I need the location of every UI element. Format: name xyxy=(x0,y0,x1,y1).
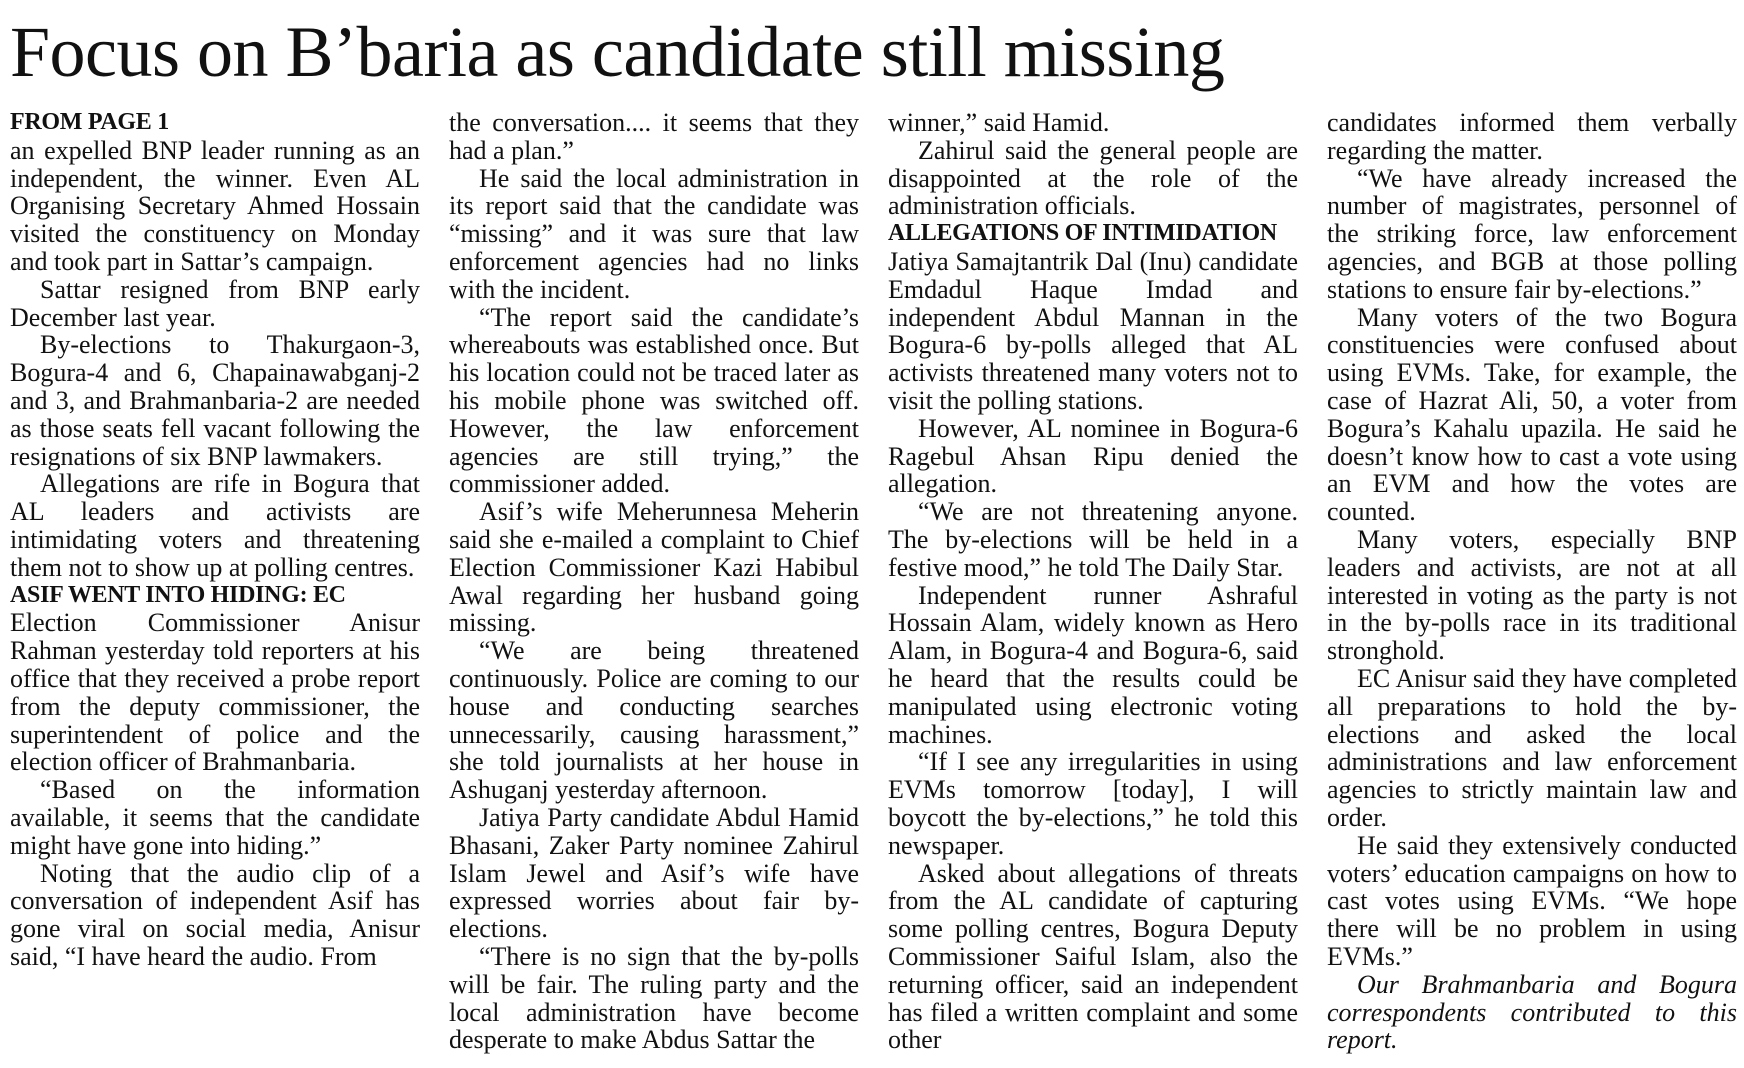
article-paragraph: “The report said the candidate’s whereabouts was established once. But his location could not be traced later as his mobile phone was switched off. However, the law enforcement agencies are still trying,” the commissioner added. xyxy=(449,302,859,499)
article-column-2 xyxy=(449,109,859,1054)
article-paragraph: Allegations are rife in Bogura that AL leaders and activists are intimidating voters and threatening them not to show up at polling centres. xyxy=(10,469,420,582)
article-paragraph: an expelled BNP leader running as an independent, the winner. Even AL Organising Secretary Ahmed Hossain visited the constituency on Monday and took part in Sattar’s campaign. xyxy=(10,135,420,276)
article-paragraph: He said they extensively conducted voters’ education campaigns on how to cast votes using EVMs. “We hope there will be no problem in using EVMs.” xyxy=(1327,830,1737,971)
article-paragraph: Election Commissioner Anisur Rahman yesterday told reporters at his office that they received a probe report from the deputy commissioner, the superintendent of police and the election officer of Brahmanbaria. xyxy=(10,608,420,777)
article-paragraph: EC Anisur said they have completed all preparations to hold the by-elections and asked the local administrations and law enforcement agencies to strictly maintain law and order. xyxy=(1327,663,1737,832)
article-paragraph: “We are being threatened continuously. Police are coming to our house and conducting searches unnecessarily, causing harassment,” she told journalists at her house in Ashuganj yesterday afternoon. xyxy=(449,636,859,805)
article-paragraph: Noting that the audio clip of a conversation of independent Asif has gone viral on social media, Anisur said, “I have heard the audio. From xyxy=(10,858,420,971)
article-paragraph: Many voters, especially BNP leaders and activists, are not at all interested in voting as the party is not in the by-polls race in its traditional stronghold. xyxy=(1327,524,1737,666)
article-paragraph: “Based on the information available, it seems that the candidate might have gone into hiding.” xyxy=(10,775,420,860)
article-paragraph: Many voters of the two Bogura constituencies were confused about using EVMs. Take, for example, the case of Hazrat Ali, 50, a voter from Bogura’s Kahalu upazila. He said he doesn’t know how to cast a vote using an EVM and how the votes are counted. xyxy=(1327,302,1737,527)
article-paragraph: Sattar resigned from BNP early December last year. xyxy=(10,274,420,332)
article-paragraph: Asked about allegations of threats from the AL candidate of capturing some polling centres, Bogura Deputy Commissioner Saiful Islam, also the returning officer, said an independent has filed a written complaint and some other xyxy=(888,858,1298,1055)
article-paragraph: Asif’s wife Meherunnesa Meherin said she e-mailed a complaint to Chief Election Commissioner Kazi Habibul Awal regarding her husband going missing. xyxy=(449,497,859,638)
article-paragraph: By-elections to Thakurgaon-3, Bogura-4 and 6, Chapainawabganj-2 and 3, and Brahmanbaria-2 are needed as those seats fell vacant following the resignations of six BNP lawmakers. xyxy=(10,330,420,471)
section-subheading: FROM PAGE 1 xyxy=(10,109,169,135)
article-paragraph: Independent runner Ashraful Hossain Alam, widely known as Hero Alam, in Bogura-4 and Bogura-6, said he heard that the results could be manipulated using electronic voting machines. xyxy=(888,580,1298,749)
article-paragraph: winner,” said Hamid. xyxy=(888,108,1110,137)
contributor-credit: Our Brahmanbaria and Bogura correspondents contributed to this report. xyxy=(1327,969,1737,1055)
article-column-1 xyxy=(10,109,420,971)
article-paragraph: “If I see any irregularities in using EVMs tomorrow [today], I will boycott the by-elections,” he told this newspaper. xyxy=(888,747,1298,860)
article-paragraph: He said the local administration in its report said that the candidate was “missing” and it was sure that law enforcement agencies had no links with the incident. xyxy=(449,163,859,304)
article-column-3 xyxy=(888,109,1298,1054)
headline: Focus on B’baria as candidate still missing xyxy=(10,12,1225,92)
section-subheading: ASIF WENT INTO HIDING: EC xyxy=(10,581,346,608)
article-paragraph: the conversation.... it seems that they had a plan.” xyxy=(449,108,859,165)
article-paragraph: Jatiya Samajtantrik Dal (Inu) candidate Emdadul Haque Imdad and independent Abdul Mannan in the Bogura-6 by-polls alleged that AL activists threatened many voters not to visit the polling stations. xyxy=(888,246,1298,415)
article-paragraph: candidates informed them verbally regarding the matter. xyxy=(1327,108,1737,165)
article-paragraph: However, AL nominee in Bogura-6 Ragebul Ahsan Ripu denied the allegation. xyxy=(888,413,1298,499)
article-paragraph: “There is no sign that the by-polls will be fair. The ruling party and the local administration have become desperate to make Abdus Sattar the xyxy=(449,941,859,1055)
article-paragraph: “We have already increased the number of magistrates, personnel of the striking force, law enforcement agencies, and BGB at those polling stations to ensure fair by-elections.” xyxy=(1327,163,1737,304)
article-paragraph: Jatiya Party candidate Abdul Hamid Bhasani, Zaker Party nominee Zahirul Islam Jewel and Asif’s wife have expressed worries about fair by-elections. xyxy=(449,802,859,944)
article-column-4 xyxy=(1327,109,1737,1054)
section-subheading: ALLEGATIONS OF INTIMIDATION xyxy=(888,220,1277,247)
article-paragraph: Zahirul said the general people are disappointed at the role of the administration officials. xyxy=(888,135,1298,221)
article-paragraph: “We are not threatening anyone. The by-elections will be held in a festive mood,” he told The Daily Star. xyxy=(888,497,1298,582)
